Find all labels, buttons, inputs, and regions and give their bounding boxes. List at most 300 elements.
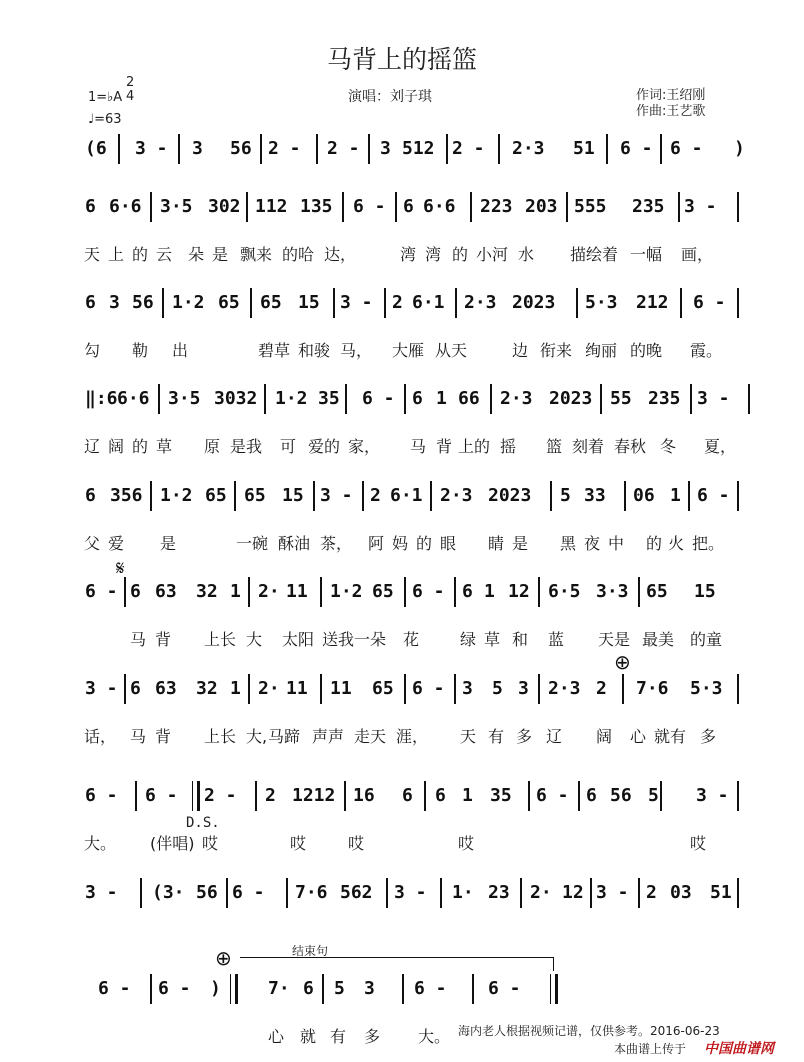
note-group: 512 (402, 138, 435, 159)
barline (150, 192, 152, 222)
note-group: 11 (330, 678, 352, 699)
lyric-word: 水 (518, 245, 535, 264)
lyric-word: 阔 (596, 727, 613, 746)
lyric-word: 哎 (290, 834, 307, 853)
segno-icon: 𝄋 (116, 556, 125, 580)
barline (404, 384, 406, 414)
note-group: 11 (286, 581, 308, 602)
lyric-word: 从天 (435, 341, 468, 360)
note-group: 6 (130, 581, 141, 602)
note-group: 1·2 (160, 485, 193, 506)
note-group: 35 (490, 785, 512, 806)
note-group: 6 (412, 388, 423, 409)
lyric-word: 爱 (108, 534, 125, 553)
barline (313, 481, 315, 511)
lyric-word: 马 (130, 630, 147, 649)
barline (638, 878, 640, 908)
lyric-word: 上 (108, 245, 125, 264)
note-group: 12 (508, 581, 530, 602)
barline (446, 134, 448, 164)
note-group: 2·3 (548, 678, 581, 699)
lyric-word: 哎 (690, 834, 707, 853)
barline (737, 192, 739, 222)
lyric-word: 多 (516, 727, 533, 746)
barline (576, 288, 578, 318)
barline (638, 577, 640, 607)
barline (344, 781, 346, 811)
barline (430, 481, 432, 511)
note-group: 1·2 (330, 581, 363, 602)
note-group: ‖:6 (85, 388, 118, 409)
lyric-word: 原 (204, 437, 221, 456)
barline (404, 577, 406, 607)
note-group: 1·2 (172, 292, 205, 313)
barline (255, 781, 257, 811)
note-group: 6 (402, 785, 413, 806)
note-group: 32 (196, 581, 218, 602)
note-group: 15 (694, 581, 716, 602)
note-group: 56 (132, 292, 154, 313)
note-group: 6·1 (412, 292, 445, 313)
barline (660, 781, 662, 811)
lyric-word: 声声 (312, 727, 345, 746)
lyric-word: 大。 (84, 834, 117, 853)
lyric-word: 多 (700, 727, 717, 746)
lyric-word: 边 (512, 341, 529, 360)
note-group: 6 (435, 785, 446, 806)
barline (737, 674, 739, 704)
barline (250, 288, 252, 318)
note-group: 35 (318, 388, 340, 409)
note-group: 6·1 (390, 485, 423, 506)
note-group: 2·3 (464, 292, 497, 313)
note-group: 1·2 (275, 388, 308, 409)
lyric-word: 上长 (204, 727, 237, 746)
footer-uploader: 本曲谱上传于 (614, 1042, 687, 1056)
ds-marking: D.S. (186, 815, 220, 831)
lyric-word: 的哈 (282, 245, 315, 264)
note-group: 15 (282, 485, 304, 506)
note-group: 5·3 (585, 292, 618, 313)
lyric-word: 把。 (692, 534, 725, 553)
lyric-word: 摇 (500, 437, 517, 456)
note-group: 212 (636, 292, 669, 313)
note-group: 56 (230, 138, 252, 159)
barline (538, 674, 540, 704)
note-group: 2 - (327, 138, 360, 159)
note-group: 3 (192, 138, 203, 159)
lyric-word: 衔来 (540, 341, 573, 360)
barline (333, 288, 335, 318)
lyric-word: 湾 (425, 245, 442, 264)
note-group: 6 (85, 196, 96, 217)
note-group: 5 (560, 485, 571, 506)
barline (140, 878, 142, 908)
note-group: 112 (255, 196, 288, 217)
note-group: 3 - (85, 882, 118, 903)
note-group: 555 (574, 196, 607, 217)
note-group: 6 - (412, 678, 445, 699)
lyric-word: 妈 (392, 534, 409, 553)
barline (550, 481, 552, 511)
note-group: 7·6 (636, 678, 669, 699)
lyric-word: 蓝 (548, 630, 565, 649)
lyricist-credit: 作词:王绍刚 (636, 88, 706, 103)
note-group: 23 (488, 882, 510, 903)
barline (454, 674, 456, 704)
lyric-word: 有 (488, 727, 505, 746)
barline (424, 781, 426, 811)
note-group: 2·3 (440, 485, 473, 506)
note-group: 2023 (512, 292, 556, 313)
note-group: 6 - (145, 785, 178, 806)
lyric-word: 的童 (690, 630, 723, 649)
lyric-word: 小河 (476, 245, 509, 264)
lyric-word: 辽 (546, 727, 563, 746)
lyric-word: 茶， (320, 534, 353, 553)
note-group: 66 (458, 388, 480, 409)
barline (260, 134, 262, 164)
lyric-word: 马， (340, 341, 373, 360)
note-group: 3 - (394, 882, 427, 903)
lyric-word: 马 (410, 437, 427, 456)
note-group: 223 (480, 196, 513, 217)
barline (498, 134, 500, 164)
lyric-word: 火 (668, 534, 685, 553)
note-group: 6 - (353, 196, 386, 217)
note-group: 6·6 (117, 388, 150, 409)
lyric-word: 的 (452, 245, 469, 264)
note-group: 1 (670, 485, 681, 506)
lyric-word: 的晚 (630, 341, 663, 360)
note-group: 65 (205, 485, 227, 506)
lyric-word: 达， (324, 245, 357, 264)
note-group: 2 (265, 785, 276, 806)
barline (600, 384, 602, 414)
lyric-word: 湾 (400, 245, 417, 264)
note-group: 6 - (620, 138, 653, 159)
lyric-word: 阔 (108, 437, 125, 456)
note-group: 1· (452, 882, 474, 903)
barline (386, 878, 388, 908)
footer-note: 海内老人根据视频记谱，仅供参考。2016-06-23 (458, 1024, 720, 1038)
lyric-word: 黑 (560, 534, 577, 553)
note-group: 3 (518, 678, 529, 699)
barline (150, 481, 152, 511)
note-group: 2·3 (512, 138, 545, 159)
barline (566, 192, 568, 222)
lyric-word: 绿 (460, 630, 477, 649)
note-group: 203 (525, 196, 558, 217)
note-group: 1212 (292, 785, 336, 806)
note-group: 2 (370, 485, 381, 506)
lyric-word: 马 (130, 727, 147, 746)
barline (737, 781, 739, 811)
note-group: 5 (648, 785, 659, 806)
key-label: 1=♭A (88, 90, 123, 105)
note-group: 6 - (488, 978, 521, 999)
barline (118, 134, 120, 164)
barline (737, 481, 739, 511)
note-group: 6 (462, 581, 473, 602)
lyric-word: 大。 (418, 1027, 451, 1046)
barline (606, 134, 608, 164)
lyric-word: 爱的 (308, 437, 341, 456)
lyric-word: 最美 (642, 630, 675, 649)
lyric-word: 哎 (202, 834, 219, 853)
lyric-word: 上长 (204, 630, 237, 649)
lyric-word: 绚丽 (585, 341, 618, 360)
barline (135, 781, 137, 811)
lyric-word: 一碗 (236, 534, 269, 553)
barline (590, 878, 592, 908)
note-group: 65 (372, 678, 394, 699)
lyric-word: 酥油 (278, 534, 311, 553)
lyric-word: 就有 (654, 727, 687, 746)
barline (402, 974, 404, 1004)
note-group: 1 (462, 785, 473, 806)
lyric-word: 哎 (458, 834, 475, 853)
lyric-word: 辽 (84, 437, 101, 456)
barline (248, 674, 250, 704)
lyric-word: 背 (155, 727, 172, 746)
lyric-word: 朵 (188, 245, 205, 264)
note-group: 6 - (693, 292, 726, 313)
composer-credit: 作曲:王艺歌 (636, 104, 706, 119)
note-group: 51 (710, 882, 732, 903)
double-barline (230, 974, 238, 1004)
lyric-word: 的 (132, 245, 149, 264)
note-group: 2023 (549, 388, 593, 409)
barline (440, 878, 442, 908)
barline (384, 288, 386, 318)
note-group: 7· (268, 978, 290, 999)
time-sig-bottom: 4 (126, 89, 135, 104)
lyric-word: 父 (84, 534, 101, 553)
lyric-word: 中 (608, 534, 625, 553)
note-group: 1 (436, 388, 447, 409)
lyric-word: 太阳 (282, 630, 315, 649)
ending-bracket-tail (553, 957, 554, 971)
note-group: 235 (632, 196, 665, 217)
note-group: 33 (584, 485, 606, 506)
coda-icon-ending: ⊕ (215, 946, 232, 970)
barline (395, 192, 397, 222)
lyric-word: 是 (512, 534, 529, 553)
note-group: 63 (155, 581, 177, 602)
barline (737, 878, 739, 908)
barline (680, 288, 682, 318)
note-group: 65 (218, 292, 240, 313)
note-group: 3 - (684, 196, 717, 217)
barline (578, 781, 580, 811)
barline (178, 134, 180, 164)
lyric-word: 飘来 (240, 245, 273, 264)
note-group: 6 (586, 785, 597, 806)
note-group: (3· (152, 882, 185, 903)
lyric-word: 是我 (230, 437, 263, 456)
note-group: 1 (484, 581, 495, 602)
note-group: 6 - (232, 882, 265, 903)
coda-icon: ⊕ (614, 650, 631, 674)
note-group: 302 (208, 196, 241, 217)
lyric-word: 阿 (368, 534, 385, 553)
key-signature (88, 90, 122, 105)
note-group: (6 (85, 138, 107, 159)
note-group: 03 (670, 882, 692, 903)
barline (748, 384, 750, 414)
note-group: 1 (230, 678, 241, 699)
barline (226, 878, 228, 908)
note-group: 6 - (670, 138, 703, 159)
note-group: 1 (230, 581, 241, 602)
note-group: 3·3 (596, 581, 629, 602)
lyric-word: 的 (646, 534, 663, 553)
lyric-word: 送我一朵 (322, 630, 387, 649)
note-group: 135 (300, 196, 333, 217)
barline (624, 481, 626, 511)
barline (737, 288, 739, 318)
note-group: 2·3 (500, 388, 533, 409)
coda-label: 结束句 (292, 944, 329, 958)
note-group: 2023 (488, 485, 532, 506)
lyric-word: 马蹄 (268, 727, 301, 746)
note-group: 3 - (696, 785, 729, 806)
note-group: 65 (372, 581, 394, 602)
note-group: 3 (364, 978, 375, 999)
lyric-word: 是 (160, 534, 177, 553)
lyric-word: 就 (300, 1027, 317, 1046)
lyric-word: 夜 (584, 534, 601, 553)
note-group: 3 - (320, 485, 353, 506)
note-group: 562 (340, 882, 373, 903)
barline (690, 384, 692, 414)
note-group: 11 (286, 678, 308, 699)
note-group: 6 - (98, 978, 131, 999)
note-group: 2· (258, 581, 280, 602)
note-group: 6 (130, 678, 141, 699)
note-group: 356 (110, 485, 143, 506)
note-group: 3 - (340, 292, 373, 313)
time-sig-top: 2 (126, 75, 135, 90)
note-group: 7·6 (295, 882, 328, 903)
note-group: 2 (392, 292, 403, 313)
barline (234, 481, 236, 511)
double-barline (550, 974, 558, 1004)
barline (246, 192, 248, 222)
lyric-word: 大 (246, 630, 263, 649)
note-group: 6 (85, 292, 96, 313)
singer-credit: 演唱：刘子琪 (348, 89, 432, 105)
song-title: 马背上的摇篮 (326, 45, 477, 74)
lyric-word: 草 (156, 437, 173, 456)
lyric-word: 碧草 (258, 341, 291, 360)
note-group: 2 - (268, 138, 301, 159)
lyric-word: 睛 (488, 534, 505, 553)
lyric-word: 天 (84, 245, 101, 264)
double-barline (192, 781, 200, 811)
note-group: 3 - (697, 388, 730, 409)
lyric-word: 眼 (440, 534, 457, 553)
lyric-word: 勒 (132, 341, 149, 360)
note-group: 6 - (158, 978, 191, 999)
lyric-word: 描绘着 (570, 245, 619, 264)
lyric-word: 涯， (396, 727, 429, 746)
lyric-word: 心 (630, 727, 647, 746)
lyric-word: 大雁 (392, 341, 425, 360)
lyric-word: 多 (364, 1027, 381, 1046)
lyric-word: 花 (403, 630, 420, 649)
note-group: 6 (85, 485, 96, 506)
barline (528, 781, 530, 811)
note-group: 56 (196, 882, 218, 903)
lyric-word: 云 (156, 245, 173, 264)
note-group: 3 - (85, 678, 118, 699)
barline (688, 481, 690, 511)
note-group: 235 (648, 388, 681, 409)
lyric-word: 家， (348, 437, 381, 456)
barline (520, 878, 522, 908)
note-group: 6 - (536, 785, 569, 806)
note-group: 5 (492, 678, 503, 699)
note-group: 2 (646, 882, 657, 903)
barline (316, 134, 318, 164)
note-group: 6·5 (548, 581, 581, 602)
note-group: 3 - (596, 882, 629, 903)
note-group: 6 - (85, 785, 118, 806)
barline (248, 577, 250, 607)
note-group: 2· (530, 882, 552, 903)
lyric-word: 背 (436, 437, 453, 456)
note-group: 63 (155, 678, 177, 699)
lyric-word: 天是 (598, 630, 631, 649)
note-group: 2· (258, 678, 280, 699)
note-group: 6 - (697, 485, 730, 506)
note-group: ) (734, 138, 745, 159)
note-group: 2 - (204, 785, 237, 806)
barline (286, 878, 288, 908)
lyric-word: 和 (512, 630, 529, 649)
note-group: 3 - (135, 138, 168, 159)
tempo-marking: ♩=63 (88, 112, 122, 127)
lyric-word: 霞。 (690, 341, 723, 360)
note-group: 06 (633, 485, 655, 506)
note-group: 32 (196, 678, 218, 699)
note-group: 51 (573, 138, 595, 159)
lyric-word: 天 (460, 727, 477, 746)
note-group: 56 (610, 785, 632, 806)
note-group: 15 (298, 292, 320, 313)
lyric-word: 刻着 (572, 437, 605, 456)
lyric-word: 有 (330, 1027, 347, 1046)
note-group: 6 (303, 978, 314, 999)
note-group: 2 - (452, 138, 485, 159)
note-group: 6 (403, 196, 414, 217)
barline (454, 577, 456, 607)
lyric-word: 篮 (546, 437, 563, 456)
lyric-word: 画， (681, 245, 714, 264)
note-group: 6 - (412, 581, 445, 602)
note-group: 65 (646, 581, 668, 602)
lyric-word: 话， (84, 727, 117, 746)
lyric-word: 冬 (660, 437, 677, 456)
note-group: 55 (610, 388, 632, 409)
barline (320, 674, 322, 704)
note-group: 16 (353, 785, 375, 806)
lyric-word: 春秋 (614, 437, 647, 456)
note-group: 5 (334, 978, 345, 999)
note-group: 6·6 (423, 196, 456, 217)
